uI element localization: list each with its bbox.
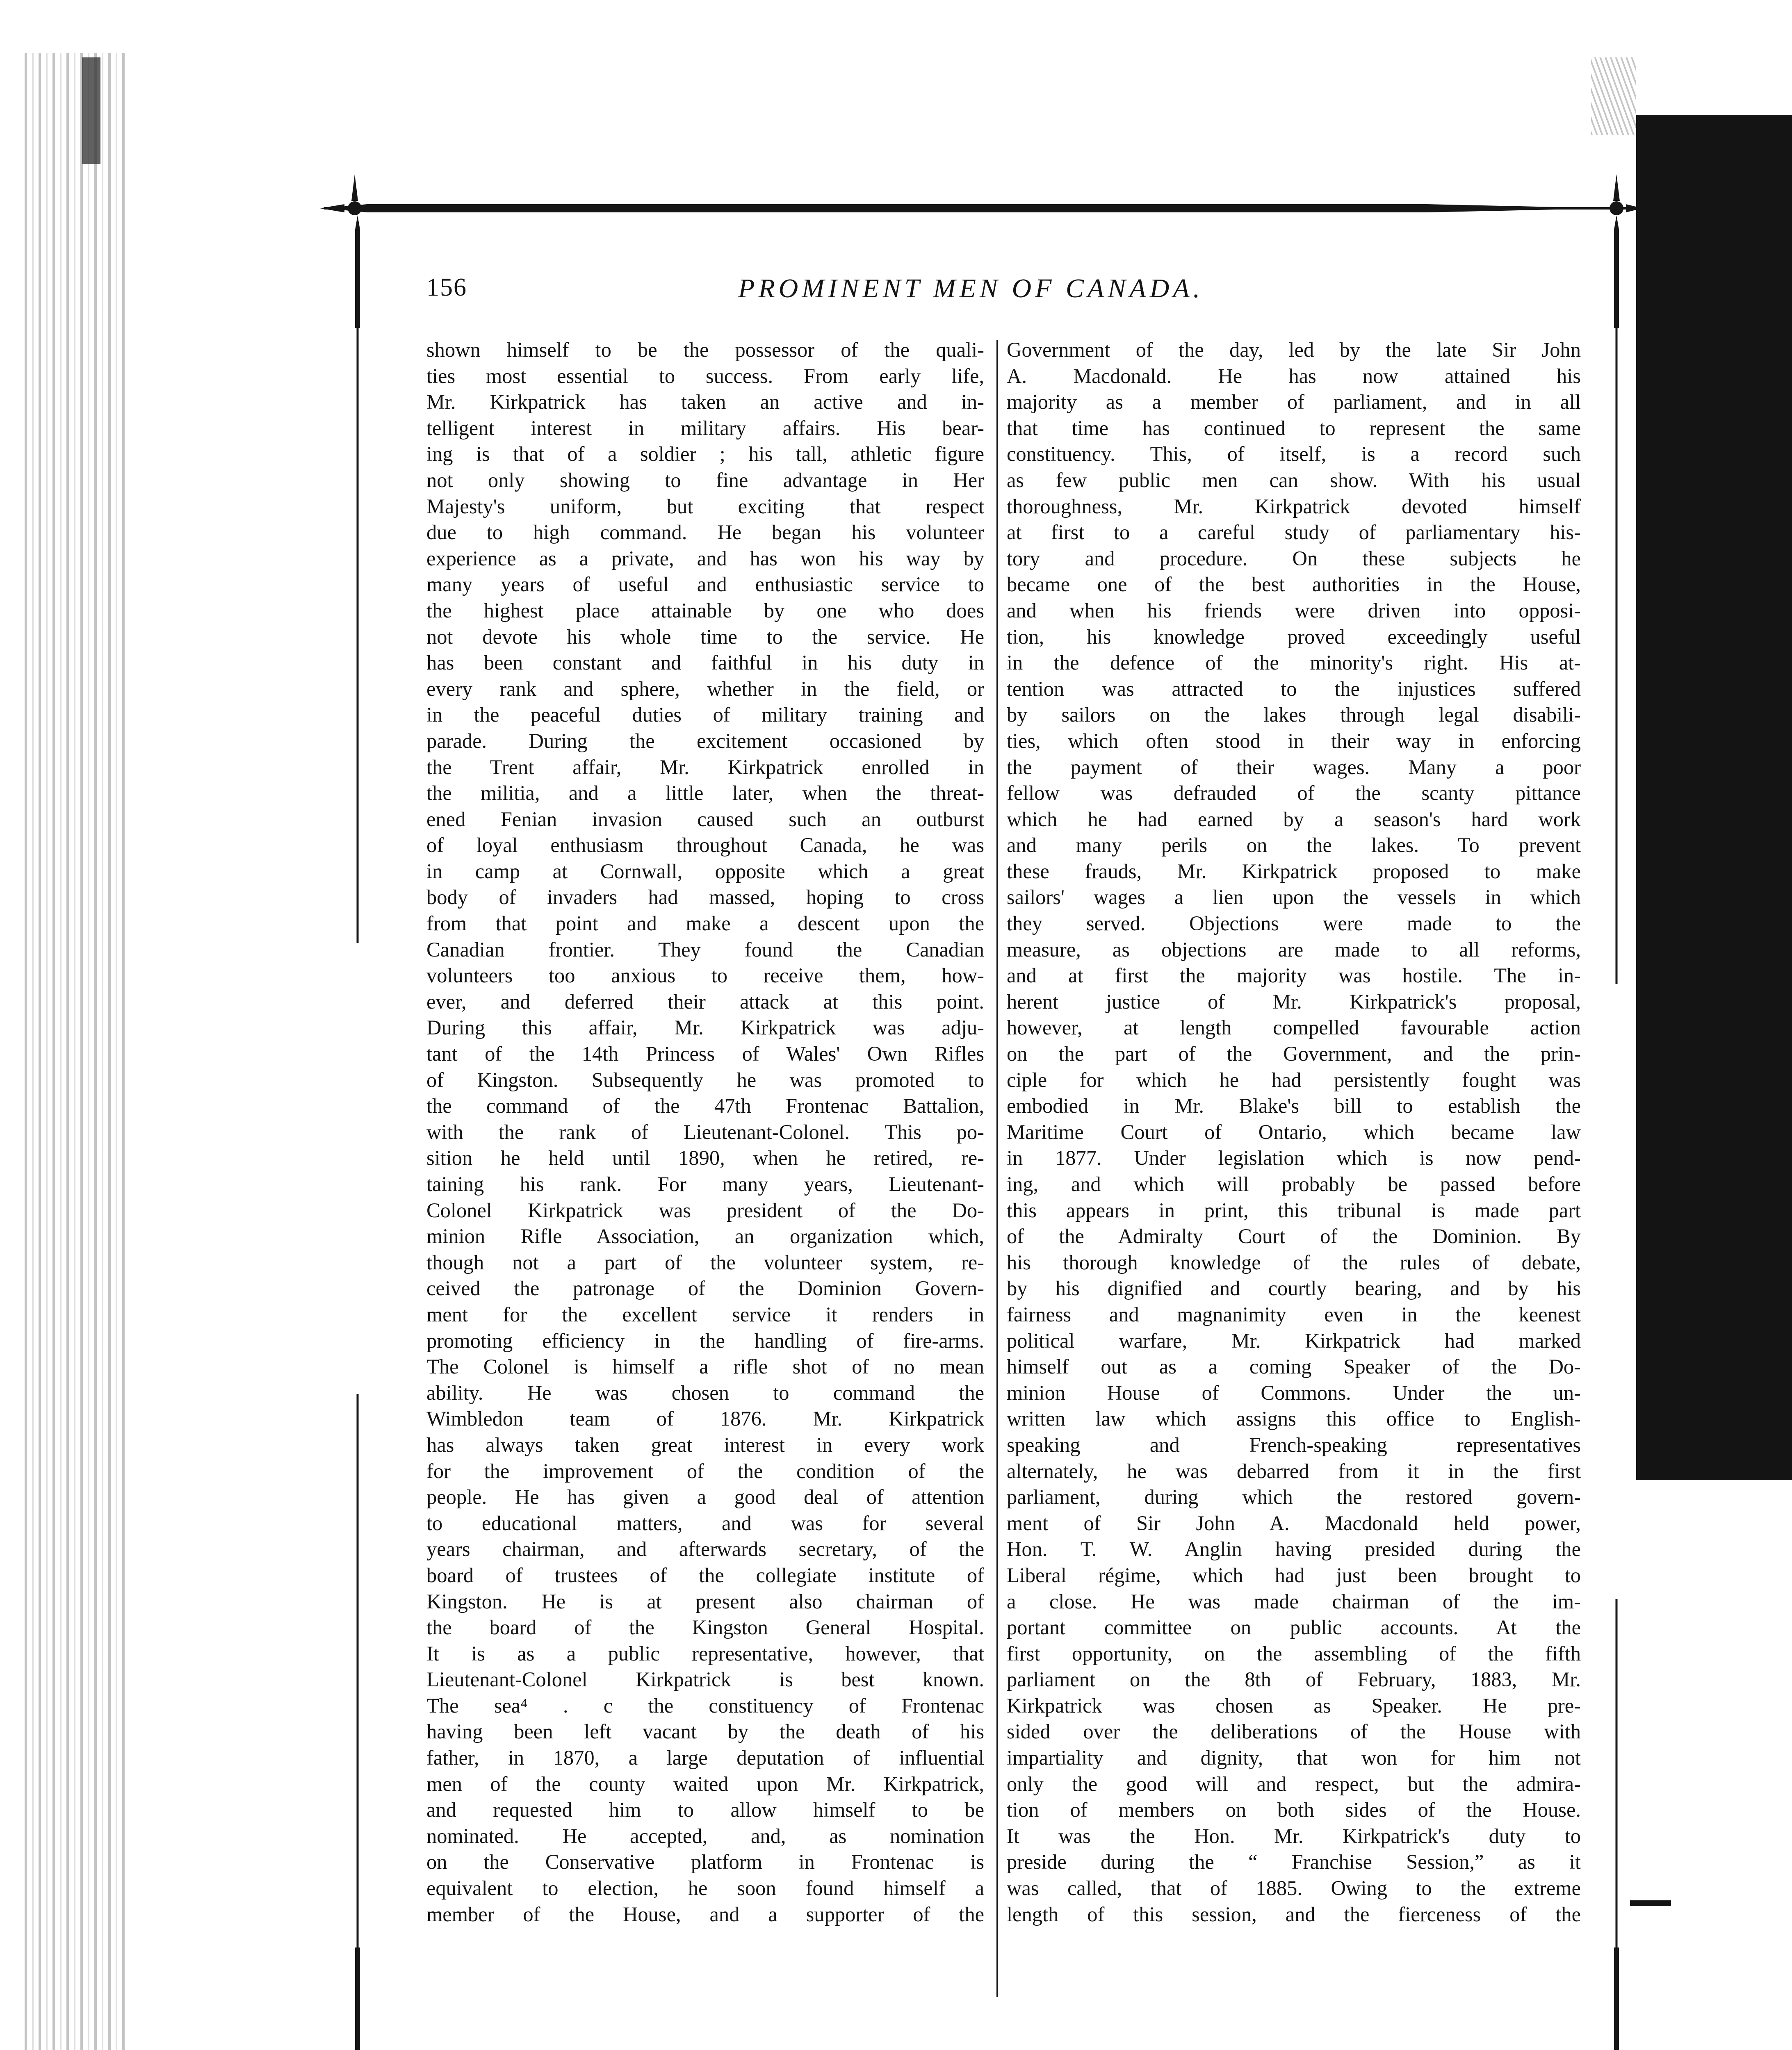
text-line: nominated. He accepted, and, as nomination: [426, 1824, 984, 1847]
text-line: the command of the 47th Frontenac Battalion,: [426, 1094, 984, 1118]
page-header: [426, 273, 1591, 314]
text-line: by his dignified and courtly bearing, and by his: [1007, 1277, 1581, 1300]
text-line: people. He has given a good deal of attention: [426, 1485, 984, 1509]
text-line: and at first the majority was hostile. The in-: [1007, 964, 1581, 987]
text-line: experience as a private, and has won his way by: [426, 547, 984, 570]
text-line: due to high command. He began his volunteer: [426, 521, 984, 544]
text-line: member of the House, and a supporter of the: [426, 1902, 984, 1926]
text-line: ceived the patronage of the Dominion Govern-: [426, 1277, 984, 1300]
text-line: tion of members on both sides of the House.: [1007, 1798, 1581, 1822]
text-line: not only showing to fine advantage in Her: [426, 468, 984, 492]
text-line: which he had earned by a season's hard work: [1007, 807, 1581, 831]
text-line: embodied in Mr. Blake's bill to establish the: [1007, 1094, 1581, 1118]
text-line: A. Macdonald. He has now attained his: [1007, 364, 1581, 387]
text-line: Canadian frontier. They found the Canadian: [426, 938, 984, 961]
text-line: was called, that of 1885. Owing to the extreme: [1007, 1877, 1581, 1900]
text-line: tention was attracted to the injustices suffered: [1007, 677, 1581, 700]
text-line: ability. He was chosen to command the: [426, 1381, 984, 1404]
text-line: ment of Sir John A. Macdonald held power,: [1007, 1511, 1581, 1535]
text-line: parliament on the 8th of February, 1883, Mr.: [1007, 1668, 1581, 1691]
text-line: body of invaders had massed, hoping to cross: [426, 886, 984, 909]
text-line: It was the Hon. Mr. Kirkpatrick's duty to: [1007, 1824, 1581, 1847]
text-line: constituency. This, of itself, is a record such: [1007, 442, 1581, 466]
text-line: parade. During the excitement occasioned by: [426, 729, 984, 752]
text-line: that time has continued to represent the same: [1007, 416, 1581, 440]
text-line: to educational matters, and was for several: [426, 1511, 984, 1535]
text-line: sition he held until 1890, when he retired, re-: [426, 1146, 984, 1170]
text-line: Liberal régime, which had just been brought to: [1007, 1563, 1581, 1587]
text-line: ties, which often stood in their way in enforcing: [1007, 729, 1581, 752]
text-column-right: [1007, 337, 1581, 1927]
text-line: at first to a careful study of parliamentary his-: [1007, 521, 1581, 544]
text-line: with the rank of Lieutenant-Colonel. This po-: [426, 1120, 984, 1143]
text-line: ment for the excellent service it renders in: [426, 1303, 984, 1326]
text-line: and many perils on the lakes. To prevent: [1007, 834, 1581, 857]
text-line: fellow was defrauded of the scanty pittance: [1007, 781, 1581, 805]
text-line: these frauds, Mr. Kirkpatrick proposed to make: [1007, 859, 1581, 883]
text-line: During this affair, Mr. Kirkpatrick was adju-: [426, 1016, 984, 1039]
text-line: volunteers too anxious to receive them, how-: [426, 964, 984, 987]
text-line: ciple for which he had persistently fought was: [1007, 1068, 1581, 1091]
text-line: of the Admiralty Court of the Dominion. By: [1007, 1225, 1581, 1248]
text-line: Kirkpatrick was chosen as Speaker. He pre-: [1007, 1694, 1581, 1717]
text-line: It is as a public representative, however, that: [426, 1642, 984, 1665]
text-line: tion, his knowledge proved exceedingly useful: [1007, 625, 1581, 648]
running-title: PROMINENT MEN OF CANADA.: [738, 273, 1204, 303]
text-line: in the peaceful duties of military training and: [426, 703, 984, 727]
text-line: Kingston. He is at present also chairman of: [426, 1590, 984, 1613]
text-line: for the improvement of the condition of the: [426, 1459, 984, 1483]
text-line: in the defence of the minority's right. His at-: [1007, 651, 1581, 674]
page-number: 156: [426, 273, 467, 301]
text-line: ing, and which will probably be passed before: [1007, 1173, 1581, 1196]
top-rule-ornament: [320, 174, 1642, 215]
text-line: length of this session, and the fierceness of the: [1007, 1902, 1581, 1926]
text-line: his thorough knowledge of the rules of debate,: [1007, 1250, 1581, 1274]
text-line: ties most essential to success. From early life,: [426, 364, 984, 387]
text-line: alternately, he was debarred from it in the first: [1007, 1459, 1581, 1483]
text-line: impartiality and dignity, that won for him not: [1007, 1746, 1581, 1770]
text-line: The Colonel is himself a rifle shot of no mean: [426, 1355, 984, 1378]
text-line: measure, as objections are made to all reforms,: [1007, 938, 1581, 961]
text-line: a close. He was made chairman of the im-: [1007, 1590, 1581, 1613]
text-line: ever, and deferred their attack at this point.: [426, 990, 984, 1013]
text-line: only the good will and respect, but the admira-: [1007, 1772, 1581, 1795]
text-line: ing is that of a soldier ; his tall, athletic figure: [426, 442, 984, 466]
text-line: first opportunity, on the assembling of the fifth: [1007, 1642, 1581, 1665]
text-line: this appears in print, this tribunal is made part: [1007, 1198, 1581, 1222]
text-line: written law which assigns this office to English-: [1007, 1407, 1581, 1430]
text-line: board of trustees of the collegiate institute of: [426, 1563, 984, 1587]
text-line: and when his friends were driven into opposi-: [1007, 599, 1581, 622]
text-line: sailors' wages a lien upon the vessels in which: [1007, 886, 1581, 909]
text-line: sided over the deliberations of the House with: [1007, 1720, 1581, 1743]
text-column-left: [426, 337, 984, 1927]
text-line: on the Conservative platform in Frontenac is: [426, 1850, 984, 1874]
text-line: speaking and French-speaking representatives: [1007, 1433, 1581, 1456]
text-line: though not a part of the volunteer system, re-: [426, 1250, 984, 1274]
text-line: however, at length compelled favourable action: [1007, 1016, 1581, 1039]
text-line: Majesty's uniform, but exciting that respect: [426, 494, 984, 518]
text-line: as few public men can show. With his usual: [1007, 468, 1581, 492]
text-line: Maritime Court of Ontario, which became law: [1007, 1120, 1581, 1143]
text-line: shown himself to be the possessor of the quali-: [426, 338, 984, 361]
text-line: became one of the best authorities in the House,: [1007, 573, 1581, 596]
text-line: parliament, during which the restored govern-: [1007, 1485, 1581, 1509]
text-line: The sea⁴ . с the constituency of Frontenac: [426, 1694, 984, 1717]
text-line: minion Rifle Association, an organization which,: [426, 1225, 984, 1248]
text-line: taining his rank. For many years, Lieutenant-: [426, 1173, 984, 1196]
text-line: preside during the “ Franchise Session,” as it: [1007, 1850, 1581, 1874]
text-line: equivalent to election, he soon found himself a: [426, 1877, 984, 1900]
text-line: having been left vacant by the death of his: [426, 1720, 984, 1743]
text-line: by sailors on the lakes through legal disabili-: [1007, 703, 1581, 727]
text-line: in 1877. Under legislation which is now pend-: [1007, 1146, 1581, 1170]
text-line: the highest place attainable by one who does: [426, 599, 984, 622]
text-line: father, in 1870, a large deputation of influential: [426, 1746, 984, 1770]
text-line: himself out as a coming Speaker of the Do-: [1007, 1355, 1581, 1378]
text-line: from that point and make a descent upon the: [426, 912, 984, 935]
text-line: majority as a member of parliament, and in all: [1007, 390, 1581, 414]
text-line: herent justice of Mr. Kirkpatrick's proposal,: [1007, 990, 1581, 1013]
text-line: the Trent affair, Mr. Kirkpatrick enrolled in: [426, 755, 984, 779]
text-line: has been constant and faithful in his duty in: [426, 651, 984, 674]
text-line: of Kingston. Subsequently he was promoted to: [426, 1068, 984, 1091]
text-line: every rank and sphere, whether in the field, or: [426, 677, 984, 700]
text-line: tant of the 14th Princess of Wales' Own Rifles: [426, 1042, 984, 1066]
text-line: of loyal enthusiasm throughout Canada, he was: [426, 834, 984, 857]
text-line: Government of the day, led by the late Sir John: [1007, 338, 1581, 361]
text-line: Colonel Kirkpatrick was president of the Do-: [426, 1198, 984, 1222]
text-line: the militia, and a little later, when the threat-: [426, 781, 984, 805]
text-line: portant committee on public accounts. At the: [1007, 1616, 1581, 1639]
text-line: tory and procedure. On these subjects he: [1007, 547, 1581, 570]
text-line: on the part of the Government, and the prin-: [1007, 1042, 1581, 1066]
text-line: the board of the Kingston General Hospital.: [426, 1616, 984, 1639]
text-line: political warfare, Mr. Kirkpatrick had marked: [1007, 1329, 1581, 1352]
text-line: Lieutenant-Colonel Kirkpatrick is best known.: [426, 1668, 984, 1691]
text-line: not devote his whole time to the service. He: [426, 625, 984, 648]
text-line: Wimbledon team of 1876. Mr. Kirkpatrick: [426, 1407, 984, 1430]
text-line: years chairman, and afterwards secretary, of the: [426, 1538, 984, 1561]
text-line: Mr. Kirkpatrick has taken an active and in-: [426, 390, 984, 414]
text-line: many years of useful and enthusiastic service to: [426, 573, 984, 596]
text-line: thoroughness, Mr. Kirkpatrick devoted himself: [1007, 494, 1581, 518]
text-line: telligent interest in military affairs. His bear-: [426, 416, 984, 440]
text-line: in camp at Cornwall, opposite which a great: [426, 859, 984, 883]
text-line: ened Fenian invasion caused such an outburst: [426, 807, 984, 831]
text-line: they served. Objections were made to the: [1007, 912, 1581, 935]
text-line: fairness and magnanimity even in the keenest: [1007, 1303, 1581, 1326]
text-line: and requested him to allow himself to be: [426, 1798, 984, 1822]
text-line: minion House of Commons. Under the un-: [1007, 1381, 1581, 1404]
text-line: the payment of their wages. Many a poor: [1007, 755, 1581, 779]
text-line: has always taken great interest in every work: [426, 1433, 984, 1456]
text-line: Hon. T. W. Anglin having presided during the: [1007, 1538, 1581, 1561]
text-line: promoting efficiency in the handling of fire-arms.: [426, 1329, 984, 1352]
text-line: men of the county waited upon Mr. Kirkpatrick,: [426, 1772, 984, 1795]
